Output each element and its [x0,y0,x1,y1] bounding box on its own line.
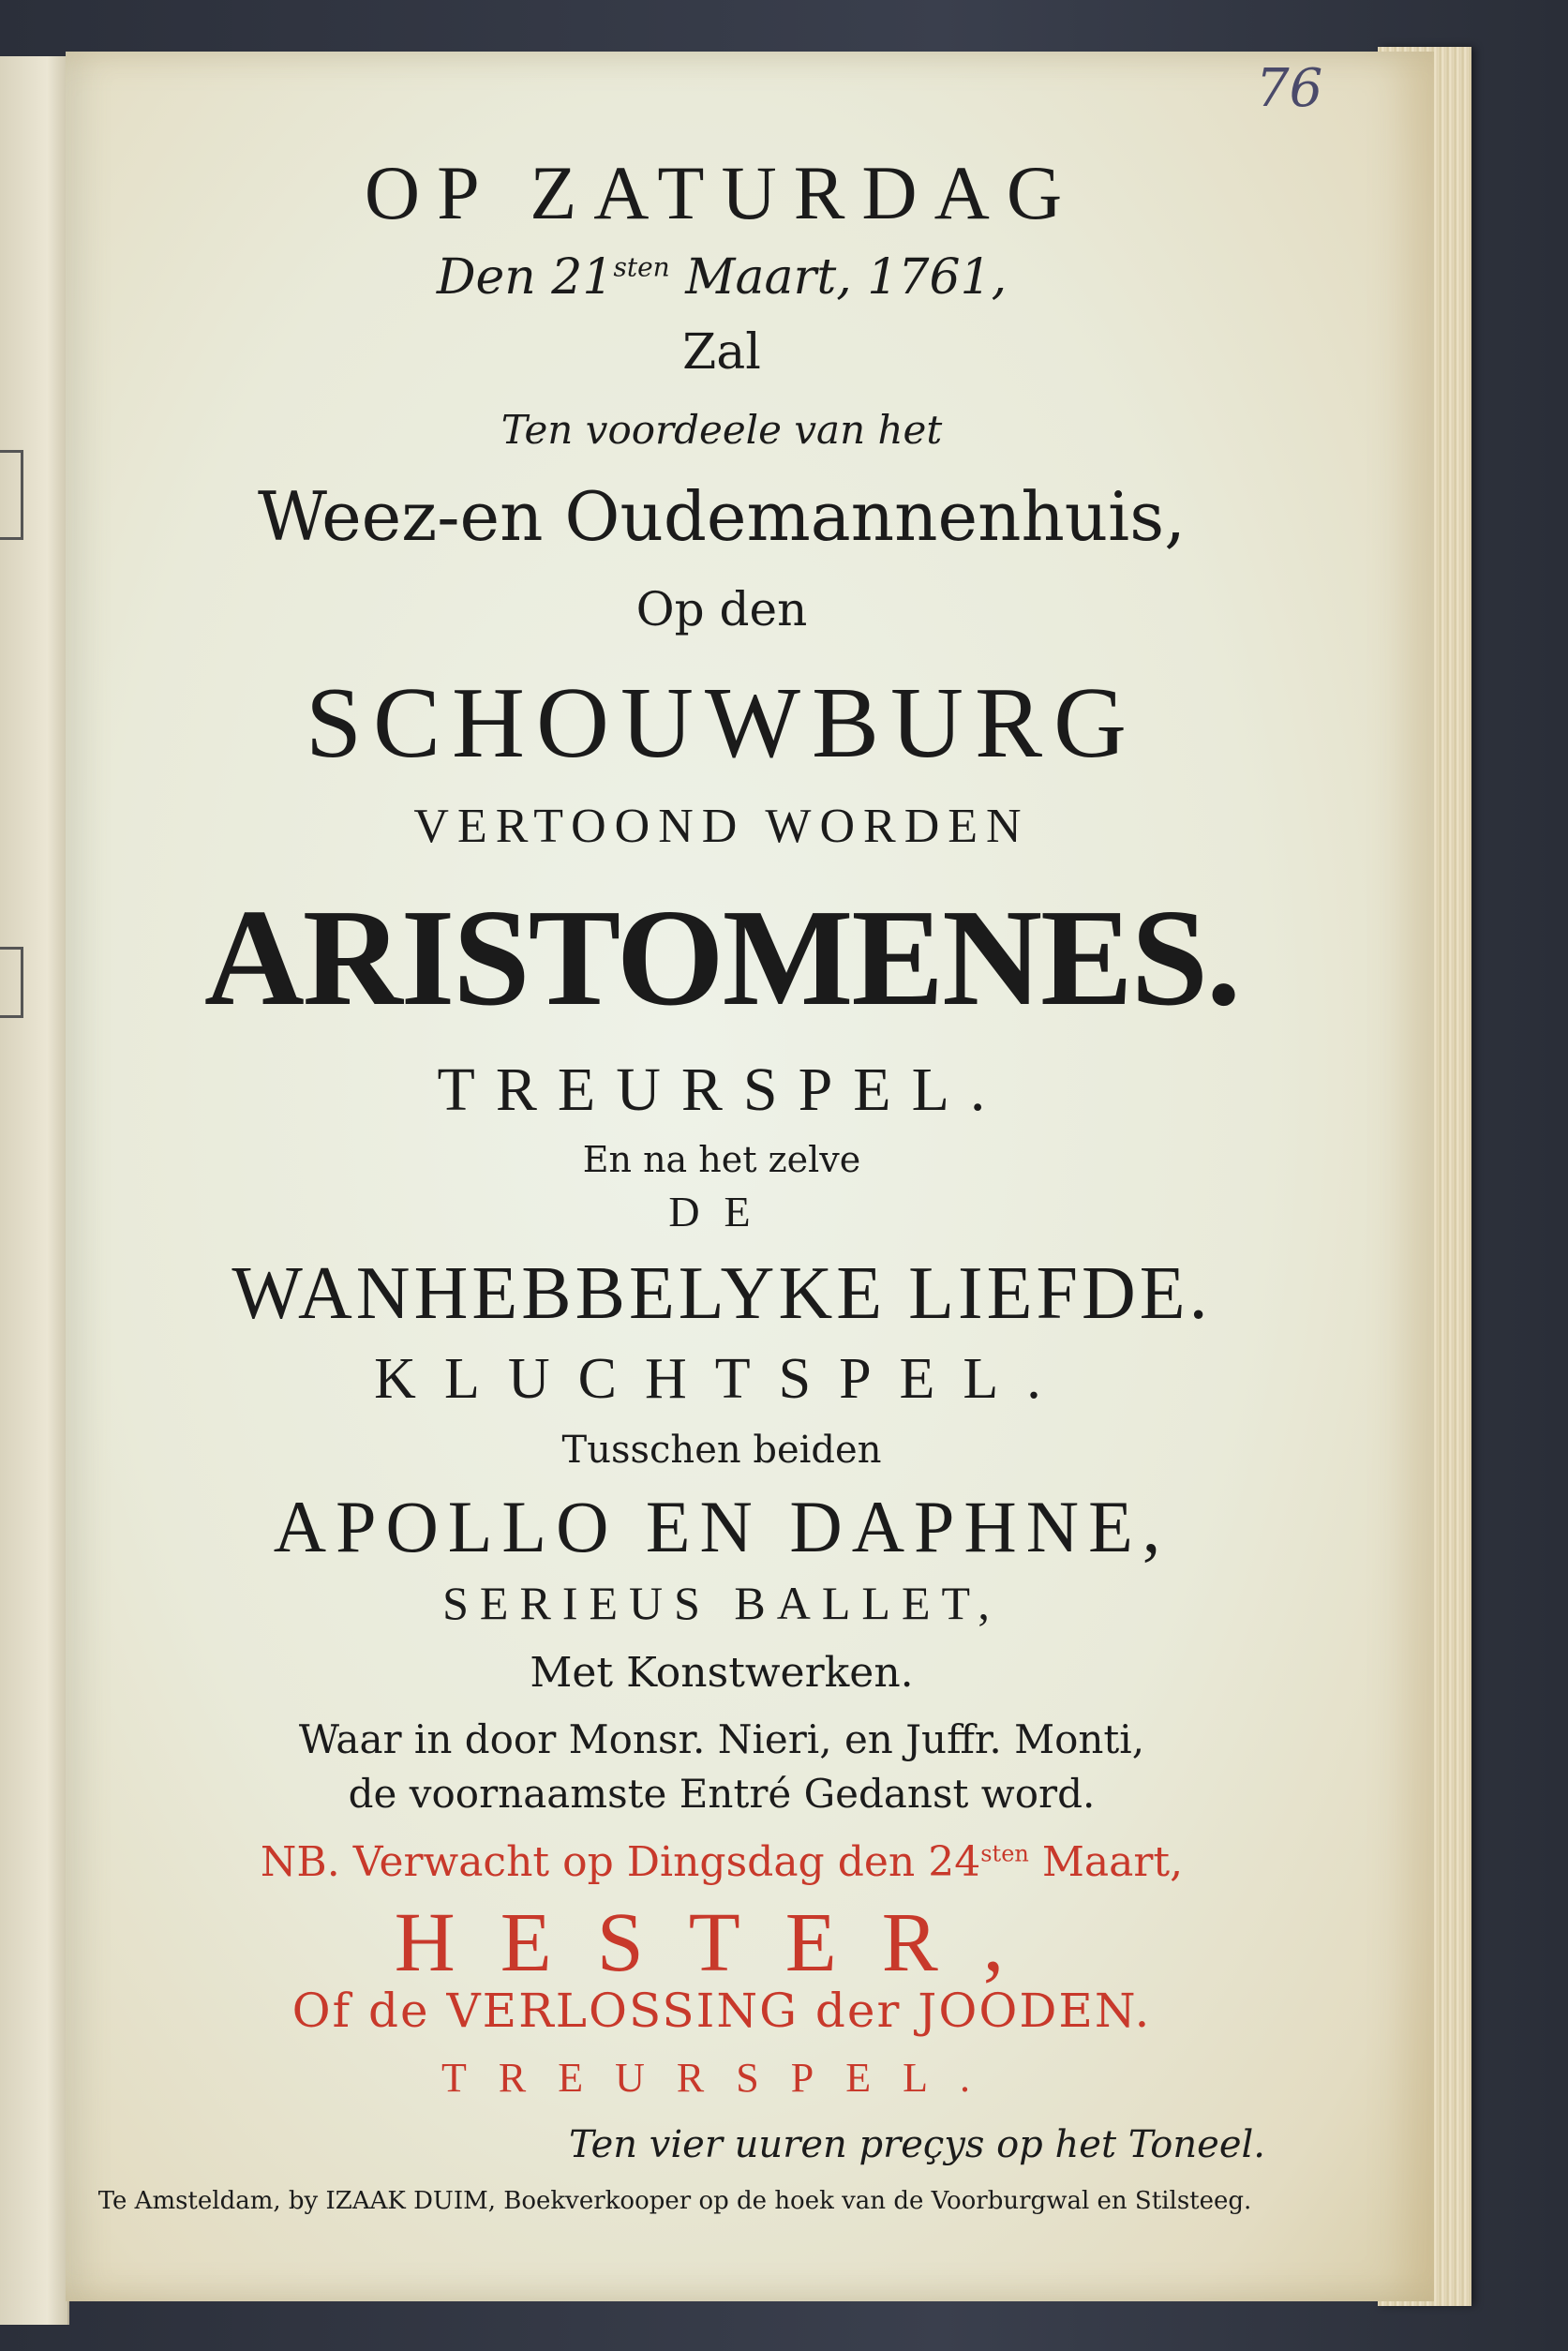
afterpiece-title: WANHEBBELYKE LIEFDE. [231,1252,1212,1335]
main-play-genre: TREURSPEL. [437,1056,1007,1124]
zal-line: Zal [682,324,761,381]
afterpiece-genre: KLUCHTSPEL. [374,1347,1069,1411]
heading-day: OP ZATURDAG [364,150,1080,235]
ballet-title: APOLLO EN DAPHNE, [273,1486,1171,1567]
benefit-line: Ten voordeele van het [500,407,943,453]
dancers-line: Waar in door Monsr. Nieri, en Juffr. Monti, [298,1716,1145,1762]
beneficiary-line: Weez-en Oudemannenhuis, [257,477,1187,556]
entre-line: de voornaamste Entré Gedanst word. [348,1771,1096,1817]
facing-page-edge [0,56,69,2325]
main-play-title: ARISTOMENES. [203,881,1240,1035]
konstwerken-line: Met Konstwerken. [530,1649,914,1697]
announcement-line: NB. Verwacht op Dingsdag den $24^{sten}$ Maart, [260,1838,1184,1886]
printer-imprint: Te Amsteldam, by IZAAK DUIM, Boekverkooper op de hoek van de Voorburgwal en Stilsteeg. [97,2187,1252,2215]
vertoond-line: VERTOOND WORDEN [413,800,1030,853]
date-line: Den $21^{sten}$ Maart, 1761, [436,249,1008,306]
op-den-line: Op den [635,582,808,636]
facing-page-mark [0,450,23,540]
handwritten-page-number: 76 [1256,58,1323,119]
venue-title: SCHOUWBURG [305,667,1139,779]
facing-page-mark [0,947,23,1018]
next-play-title: HESTER, [394,1896,1050,1989]
ballet-genre: SERIEUS BALLET, [442,1577,1001,1629]
next-play-subtitle: Of de VERLOSSING der JOODEN. [291,1984,1152,2038]
en-na-line: En na het zelve [582,1139,861,1180]
next-play-genre: TREURSPEL. [441,2055,1002,2101]
article-de: DE [668,1188,775,1235]
tusschen-line: Tusschen beiden [561,1429,882,1472]
start-time-line: Ten vier uuren preçys op het Toneel. [569,2123,1265,2166]
